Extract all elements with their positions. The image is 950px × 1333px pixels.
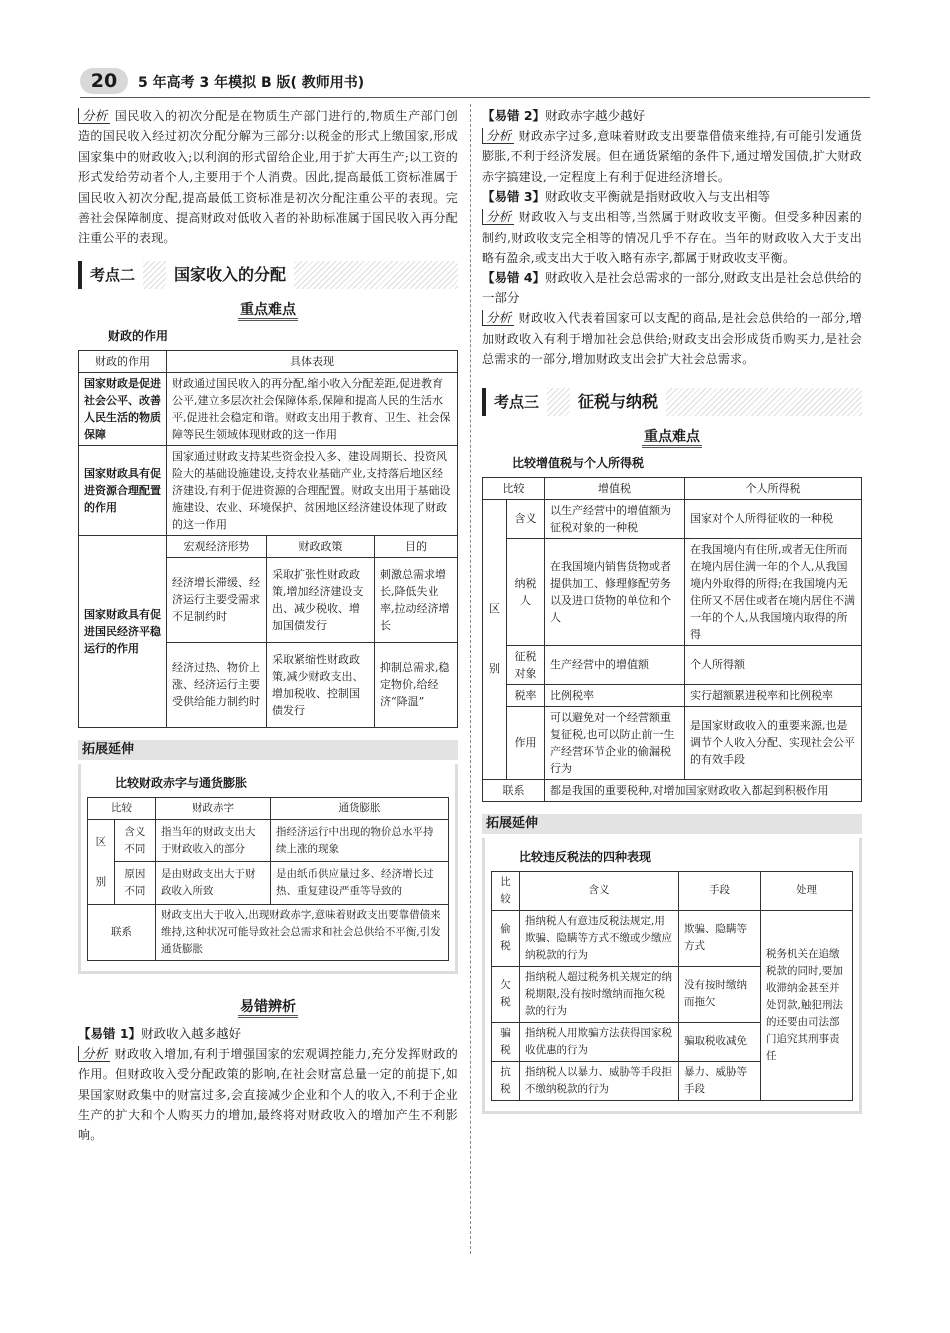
focus-title: 重点难点 bbox=[482, 426, 862, 446]
analysis-tag: 分析 bbox=[78, 108, 110, 124]
section-two-header bbox=[78, 261, 458, 289]
header-rule bbox=[80, 97, 870, 98]
error-three: 【易错 3】财政收支平衡就是指财政收入与支出相等 bbox=[482, 189, 771, 205]
extension-box bbox=[482, 838, 862, 1114]
table-row: 骗税 指纳税人用欺骗方法获得国家税收优惠的行为 骗取税收减免 bbox=[492, 1022, 853, 1061]
left-column bbox=[78, 100, 458, 1146]
section-key: 考点二 bbox=[82, 261, 143, 289]
table-row: 抗税 指纳税人以暴力、威胁等手段拒不缴纳税款的行为 暴力、威胁等手段 bbox=[492, 1061, 853, 1100]
finance-role-table bbox=[78, 350, 458, 728]
table-row: 原因不同 是由财政支出大于财政收入所致 是由纸币供应量过多、经济增长过热、重复建设严重等导致的 bbox=[88, 862, 449, 905]
table-title: 比较财政赤字与通货膨胀 bbox=[115, 775, 248, 790]
right-column bbox=[482, 100, 862, 1114]
table-row: 欠税 指纳税人超过税务机关规定的纳税期限,没有按时缴纳而拖欠税款的行为 没有按时缴纳而拖欠 bbox=[492, 966, 853, 1022]
error-one-analysis: 分析 财政收入增加,有利于增强国家的宏观调控能力,充分发挥财政的作用。但财政收入受分配政策的影响,在社会财富总量一定的前提下,如果国家财政集中的财富过多,会直接减少企业和个人的收入,不利于企业生产的扩大和个人购买力的增加,最终将对财政收入的增加产生不利影响。 bbox=[78, 1045, 458, 1143]
table-row: 联系 财政支出大于收入,出现财政赤字,意味着财政支出要靠借债来维持,这种状况可能导致社会总需求和社会总供给不平衡,引发通货膨胀 bbox=[88, 904, 449, 960]
table-row: 联系 都是我国的重要税种,对增加国家财政收入都起到积极作用 bbox=[483, 779, 862, 801]
page-header bbox=[80, 64, 870, 98]
error-four: 【易错 4】财政收入是社会总需求的一部分,财政支出是社会总供给的一部分 bbox=[482, 270, 862, 306]
column-divider bbox=[470, 104, 471, 1254]
tax-violation-table: 比较 含义 手段 处理 偷税 指纳税人有意违反税法规定,用欺骗、隐瞒等方式不缴或少缴应纳税款的行为 欺骗、隐瞒等方式 税务机关在追缴税款的同时,要加收滞纳金甚至并处罚款,触犯刑法的还要由司法部门追究其刑事责任 欠税 指纳税人超过税务机关规定的纳税期限,没有按时缴纳而拖欠税款的行为 没有按时缴纳而拖欠 骗税 指纳税人用欺骗方法获得国家税收优惠的行为 骗取税收减免 抗税 指纳税人以暴力、威胁等手段拒不缴纳税款的行为 暴力、威胁等手段 bbox=[491, 871, 853, 1101]
page-number: 20 bbox=[80, 68, 128, 94]
table-row: 税率 比例税率 实行超额累进税率和比例税率 bbox=[483, 684, 862, 706]
error-three-analysis: 分析 财政收入与支出相等,当然属于财政收支平衡。但受多种因素的制约,财政收支完全相等的情况几乎不存在。当年的财政收入大于支出略有盈余,或支出大于收入略有赤字,都属于财政收支平衡。 bbox=[482, 209, 862, 266]
error-two-analysis: 分析 财政赤字过多,意味着财政支出要靠借债来维持,有可能引发通货膨胀,不利于经济发展。但在通货紧缩的条件下,通过增发国债,扩大财政赤字搞建设,一定程度上有利于促进经济增长。 bbox=[482, 128, 862, 184]
table-header: 财政的作用 bbox=[79, 350, 167, 372]
table-row: 作用 可以避免对一个经营额重复征税,也可以防止前一生产经营环节企业的偷漏税行为 是国家财政收入的重要来源,也是调节个人收入分配、实现社会公平的有效手段 bbox=[483, 706, 862, 779]
table-title: 比较违反税法的四种表现 bbox=[519, 849, 652, 864]
table-title: 财政的作用 bbox=[108, 328, 169, 343]
error-two: 【易错 2】财政赤字越少越好 bbox=[482, 108, 646, 123]
table-header: 具体表现 bbox=[167, 350, 458, 372]
table-row: 经济过热、物价上涨、经济运行主要受供给能力制约时 采取紧缩性财政政策,减少财政支出、增加税收、控制国债发行 抑制总需求,稳定物价,给经济“降温” bbox=[79, 642, 458, 727]
table-row: 国家财政是促进社会公平、改善人民生活的物质保障 财政通过国民收入的再分配,缩小收入分配差距,促进教育公平,建立多层次社会保障体系,保障和提高人民的生活水平,促进社会稳定和谐。财政支出用于教育、卫生、社会保障等民生领域体现财政的这一作用 bbox=[79, 372, 458, 445]
table-row: 偷税 指纳税人有意违反税法规定,用欺骗、隐瞒等方式不缴或少缴应纳税款的行为 欺骗、隐瞒等方式 税务机关在追缴税款的同时,要加收滞纳金甚至并处罚款,触犯刑法的还要由司法部门追究其刑事责任 bbox=[492, 910, 853, 966]
error-four-analysis: 分析 财政收入代表着国家可以支配的商品,是社会总供给的一部分,增加财政收入有利于增加社会总供给;财政支出会形成货币购买力,是社会总需求的一部分,增加财政支出会扩大社会总需求。 bbox=[482, 310, 862, 367]
focus-title: 重点难点 bbox=[78, 299, 458, 319]
section-name: 国家收入的分配 bbox=[166, 261, 294, 289]
table-row: 征税对象 生产经营中的增值额 个人所得额 bbox=[483, 645, 862, 684]
section-three-header bbox=[482, 388, 862, 416]
table-row: 纳税人 在我国境内销售货物或者提供加工、修理修配劳务以及进口货物的单位和个人 在我国境内有住所,或者无住所而在境内居住满一年的个人,从我国境内外取得的所得;在我国境内无住所又不居住或者在境内居住不满一年的个人,从我国境内取得的所得 bbox=[483, 538, 862, 645]
extension-bar: 拓展延伸 bbox=[78, 740, 458, 760]
book-title: 5 年高考 3 年模拟 B 版( 教师用书) bbox=[138, 75, 365, 91]
section-name: 征税与纳税 bbox=[570, 388, 666, 416]
table-row: 经济增长滞缓、经济运行主要受需求不足制约时 采取扩张性财政政策,增加经济建设支出、减少税收、增加国债发行 刺激总需求增长,降低失业率,拉动经济增长 bbox=[79, 557, 458, 642]
table-row: 区 别 含义 以生产经营中的增值额为征税对象的一种税 国家对个人所得征收的一种税 bbox=[483, 499, 862, 538]
error-one: 【易错 1】财政收入越多越好 bbox=[78, 1025, 242, 1041]
table-row: 国家财政具有促进资源合理配置的作用 国家通过财政支持某些资金投入多、建设周期长、投资风险大的基础设施建设,支持农业基础产业,支持落后地区经济建设,有利于促进资源的合理配置。财政支出用于基础设施建设、农业、环境保护、贫困地区经济建设体现了财政的这一作用 bbox=[79, 445, 458, 535]
section-key: 考点三 bbox=[486, 388, 547, 416]
deficit-inflation-table: 比较 财政赤字 通货膨胀 区 别 含义不同 指当年的财政支出大于财政收入的部分 指经济运行中出现的物价总水平持续上涨的现象 原因不同 是由财政支出大于财政收入所致 是由纸币供应量过多、经济增长过热、重复建设严重等导致的 联系 财政支出大于收入,出现财政赤字,意味着财政支出要靠借债来维持,这种状况可能导致社会总需求和社会总供给不平衡,引发通货膨胀 bbox=[87, 797, 449, 961]
error-analysis-title: 易错辨析 bbox=[78, 996, 458, 1016]
table-title: 比较增值税与个人所得税 bbox=[512, 455, 645, 470]
extension-box bbox=[78, 764, 458, 974]
extension-bar: 拓展延伸 bbox=[482, 814, 862, 834]
tax-compare-table: 比较 增值税 个人所得税 区 别 含义 以生产经营中的增值额为征税对象的一种税 国家对个人所得征收的一种税 纳税人 在我国境内销售货物或者提供加工、修理修配劳务以及进口货物的单位和个人 在我国境内有住所,或者无住所而在境内居住满一年的个人,从我国境内外取得的所得;在我国境内无住所又不居住或者在境内居住不满一年的个人,从我国境内取得的所得 征税对象 生产经营中的增值额 个人所得额 税率 比例税率 实行超额累进税率和比例税率 作用 可以避免对一个经营额重复征税,也可以防止前一生产经营环节企业的偷漏税行为 是国家财政收入的重要来源,也是调节个人收入分配、实现社会公平的有效手段 联系 都是我国的重要税种,对增加国家财政收入都起到积极作用 bbox=[482, 477, 862, 802]
intro-analysis: 分析 国民收入的初次分配是在物质生产部门进行的,物质生产部门创造的国民收入经过初次分配分解为三部分:以税金的形式上缴国家,形成国家集中的财政收入;以利润的形式留给企业,用于扩大再生产;以工资的形式发给劳动者个人,主要用于个人消费。因此,提高最低工资标准属于国民收入初次分配,提高最低工资标准是初次分配注重公平的表现。完善社会保障制度、提高财政对低收入者的补助标准属于国民收入再分配注重公平的表现。 bbox=[78, 108, 458, 246]
table-row: 区 别 含义不同 指当年的财政支出大于财政收入的部分 指经济运行中出现的物价总水平持续上涨的现象 bbox=[88, 819, 449, 862]
table-row: 国家财政具有促进国民经济平稳运行的作用 宏观经济形势 财政政策 目的 bbox=[79, 535, 458, 557]
